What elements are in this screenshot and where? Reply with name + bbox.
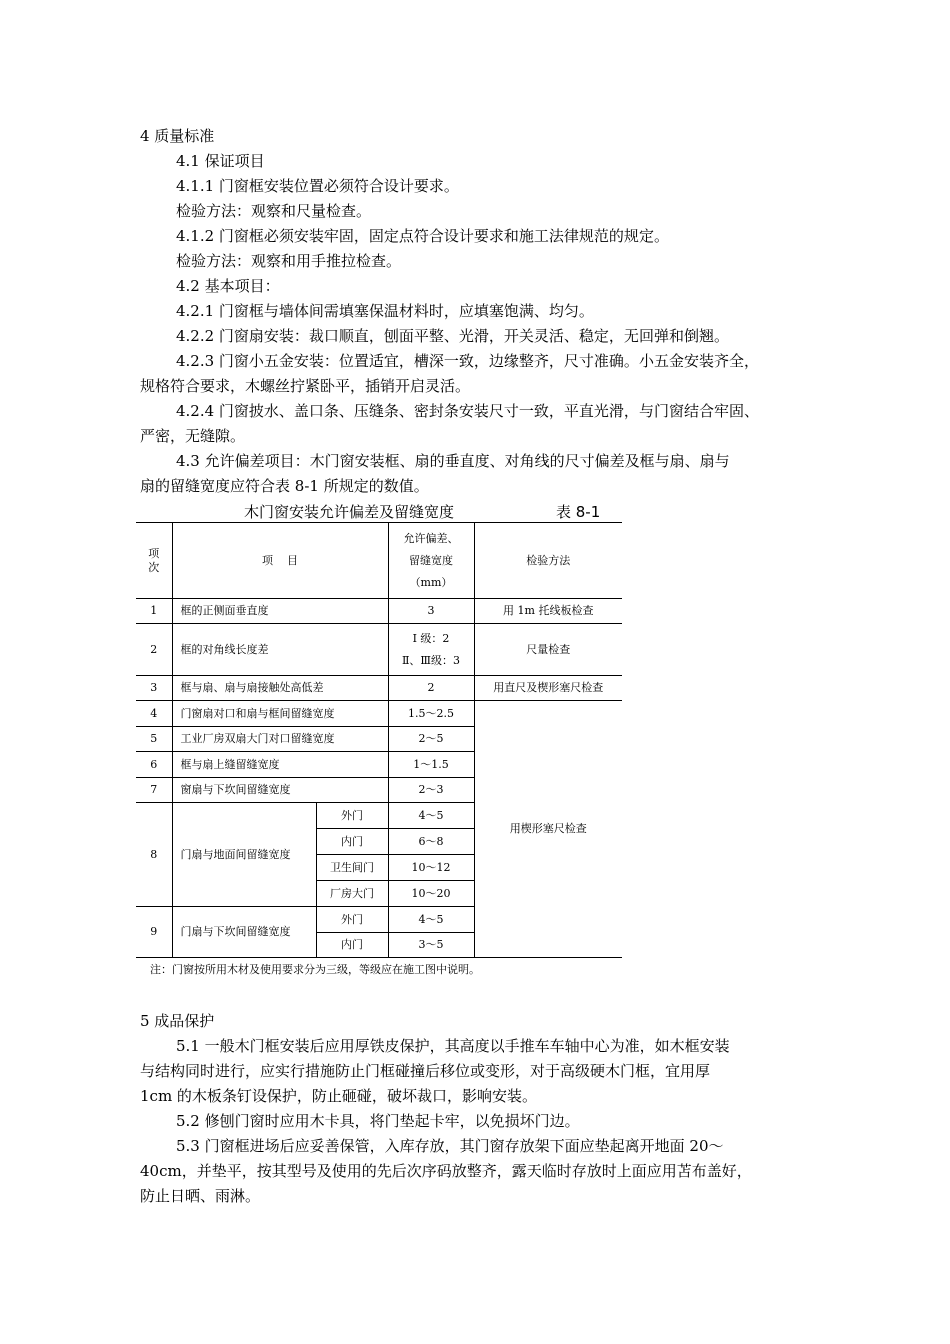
tolerance-table <box>136 522 622 958</box>
row-value: 10～12 <box>388 855 474 881</box>
row-item: 框的对角线长度差 <box>172 624 388 676</box>
row-number: 6 <box>136 752 172 778</box>
row-sub-item: 外门 <box>316 907 388 933</box>
row-number: 9 <box>136 907 172 958</box>
row-number: 1 <box>136 599 172 624</box>
row-value: 2～3 <box>388 778 474 803</box>
row-item: 工业厂房双扇大门对口留缝宽度 <box>172 727 388 752</box>
row-number: 3 <box>136 676 172 701</box>
para-4-2-3-line-2: 规格符合要求，木螺丝拧紧卧平，插销开启灵活。 <box>140 377 471 395</box>
row-value: 3～5 <box>388 933 474 958</box>
row-value: 6～8 <box>388 829 474 855</box>
row-number: 7 <box>136 778 172 803</box>
para-5-2: 5.2 修刨门窗时应用木卡具，将门垫起卡牢，以免损坏门边。 <box>176 1112 580 1130</box>
para-5-3-line-2: 40cm，并垫平，按其型号及使用的先后次序码放整齐，露天临时存放时上面应用苫布盖好， <box>140 1162 752 1180</box>
para-5-3-line-1: 5.3 门窗框进场后应妥善保管，入库存放，其门窗存放架下面应垫起离开地面 20～ <box>176 1137 724 1155</box>
row-sub-item: 厂房大门 <box>316 881 388 907</box>
row-sub-item: 外门 <box>316 803 388 829</box>
row-item: 框与扇上缝留缝宽度 <box>172 752 388 778</box>
table-row <box>136 624 622 676</box>
row-number: 8 <box>136 803 172 907</box>
row-item: 框与扇、扇与扇接触处高低差 <box>172 676 388 701</box>
table-row <box>136 676 622 701</box>
para-4-2-4-line-2: 严密，无缝隙。 <box>140 427 246 445</box>
row-value: 4～5 <box>388 803 474 829</box>
row-value <box>388 624 474 676</box>
section-5-heading: 5 成品保护 <box>140 1012 215 1030</box>
row-item: 门扇与下坎间留缝宽度 <box>172 907 316 958</box>
para-4-1-2-check: 检验方法：观察和用手推拉检查。 <box>176 252 402 270</box>
header-item: 项 目 <box>172 523 388 599</box>
table-row <box>136 599 622 624</box>
table-number: 表 8-1 <box>556 503 601 521</box>
para-5-3-line-3: 防止日晒、雨淋。 <box>140 1187 261 1205</box>
row-value-grade-2-3: Ⅱ、Ⅲ级：3 <box>401 653 461 667</box>
para-5-1-line-2: 与结构同时进行，应实行措施防止门框碰撞后移位或变形，对于高级硬木门框，宜用厚 <box>140 1062 711 1080</box>
row-value: 1～1.5 <box>388 752 474 778</box>
para-4-2-4-line-1: 4.2.4 门窗披水、盖口条、压缝条、密封条安装尺寸一致，平直光滑，与门窗结合牢固、 <box>176 402 759 420</box>
row-method: 尺量检查 <box>474 624 622 676</box>
merged-method-cell: 用楔形塞尺检查 <box>474 701 622 958</box>
row-item: 窗扇与下坎间留缝宽度 <box>172 778 388 803</box>
row-method: 用 1m 托线板检查 <box>474 599 622 624</box>
section-4-1-heading: 4.1 保证项目 <box>176 152 265 170</box>
row-number: 2 <box>136 624 172 676</box>
para-4-3-line-2: 扇的留缝宽度应符合表 8-1 所规定的数值。 <box>140 477 429 495</box>
row-number: 5 <box>136 727 172 752</box>
row-sub-item: 内门 <box>316 933 388 958</box>
table-caption <box>136 501 622 521</box>
row-value: 2 <box>388 676 474 701</box>
row-method: 用直尺及楔形塞尺检查 <box>474 676 622 701</box>
row-value: 3 <box>388 599 474 624</box>
table-row <box>136 701 622 727</box>
header-seq: 项 次 <box>136 523 172 599</box>
para-4-2-1: 4.2.1 门窗框与墙体间需填塞保温材料时，应填塞饱满、均匀。 <box>176 302 594 320</box>
header-allowance-line-3: （mm） <box>409 575 453 589</box>
para-4-2-3-line-1: 4.2.3 门窗小五金安装：位置适宜，槽深一致，边缘整齐，尺寸准确。小五金安装齐全， <box>176 352 759 370</box>
para-5-1-line-1: 5.1 一般木门框安装后应用厚铁皮保护，其高度以手推车车轴中心为准，如木框安装 <box>176 1037 730 1055</box>
para-4-1-1-check: 检验方法：观察和尺量检查。 <box>176 202 372 220</box>
row-value-grade-1: Ⅰ 级：2 <box>412 631 450 645</box>
row-value: 4～5 <box>388 907 474 933</box>
header-allowance-line-1: 允许偏差、 <box>403 531 459 545</box>
table-header-row <box>136 523 622 599</box>
row-item: 门窗扇对口和扇与框间留缝宽度 <box>172 701 388 727</box>
section-4-heading: 4 质量标准 <box>140 127 215 145</box>
para-4-1-1: 4.1.1 门窗框安装位置必须符合设计要求。 <box>176 177 459 195</box>
para-5-1-line-3: 1cm 的木板条钉设保护，防止砸碰，破坏裁口，影响安装。 <box>140 1087 537 1105</box>
row-sub-item: 内门 <box>316 829 388 855</box>
row-number: 4 <box>136 701 172 727</box>
para-4-2-2: 4.2.2 门窗扇安装：裁口顺直，刨面平整、光滑，开关灵活、稳定，无回弹和倒翘。 <box>176 327 729 345</box>
row-value: 10～20 <box>388 881 474 907</box>
header-allowance <box>388 523 474 599</box>
row-sub-item: 卫生间门 <box>316 855 388 881</box>
table-title: 木门窗安装允许偏差及留缝宽度 <box>244 503 455 521</box>
header-allowance-line-2: 留缝宽度 <box>409 553 453 567</box>
table-note: 注：门窗按所用木材及使用要求分为三级，等级应在施工图中说明。 <box>150 963 480 976</box>
row-value: 1.5～2.5 <box>388 701 474 727</box>
para-4-1-2: 4.1.2 门窗框必须安装牢固，固定点符合设计要求和施工法律规范的规定。 <box>176 227 669 245</box>
para-4-3-line-1: 4.3 允许偏差项目：木门窗安装框、扇的垂直度、对角线的尺寸偏差及框与扇、扇与 <box>176 452 730 470</box>
header-method: 检验方法 <box>474 523 622 599</box>
row-item: 门扇与地面间留缝宽度 <box>172 803 316 907</box>
row-item: 框的正侧面垂直度 <box>172 599 388 624</box>
row-value: 2～5 <box>388 727 474 752</box>
section-4-2-heading: 4.2 基本项目： <box>176 277 280 295</box>
